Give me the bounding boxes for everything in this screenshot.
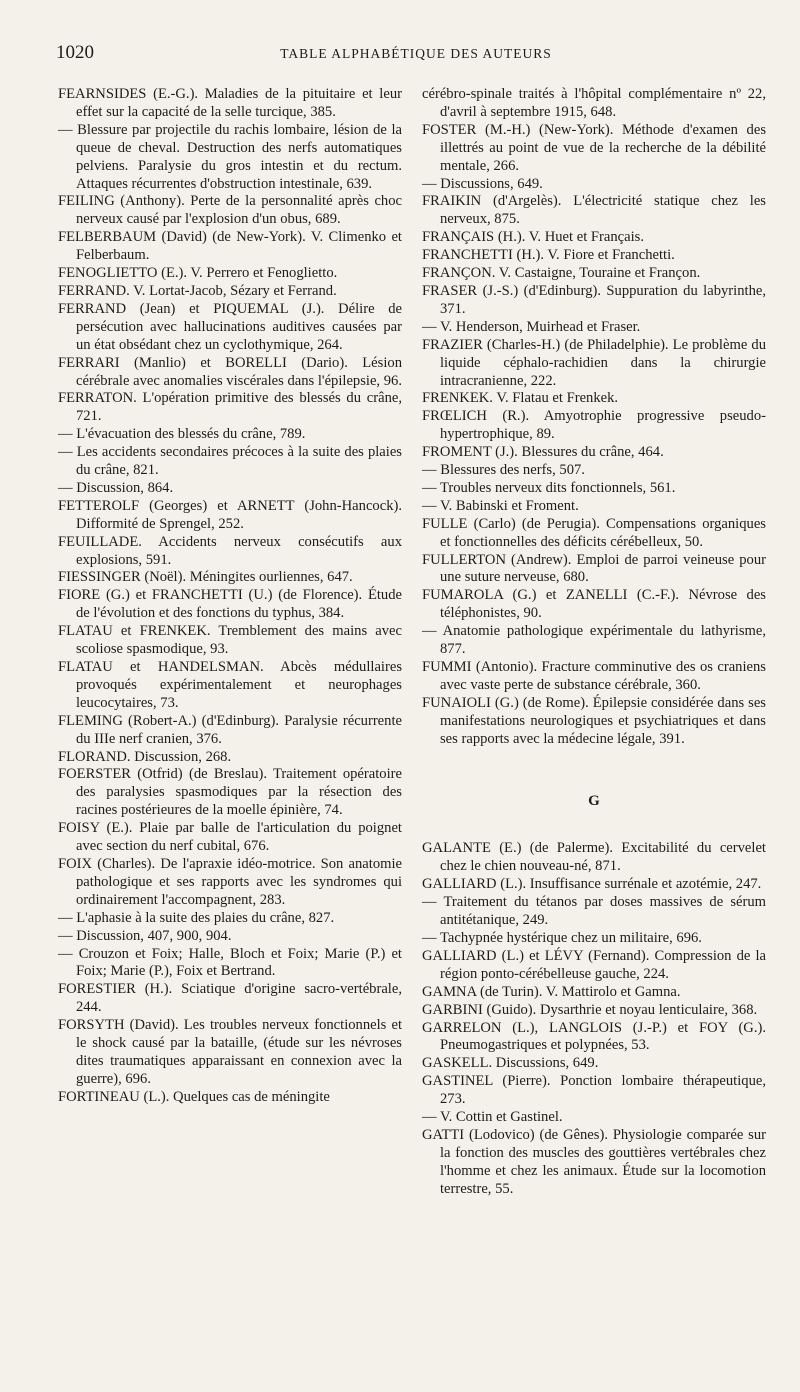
index-entry: — Blessure par projectile du rachis lombaire, lésion de la queue de cheval. Destruction des nerfs automatiques pelviens. Paralysie du gros intestin et du rectum. Attaques récurrentes d'obstruction intestinale, 639. — [58, 121, 402, 192]
index-entry: FRŒLICH (R.). Amyotrophie progressive pseudo-hypertrophique, 89. — [422, 408, 766, 443]
index-entry: FRANCHETTI (H.). V. Fiore et Franchetti. — [422, 247, 675, 264]
index-entry: FULLERTON (Andrew). Emploi de parroi veineuse pour une suture nerveuse, 680. — [422, 551, 766, 586]
index-entry: FOIX (Charles). De l'apraxie idéo-motrice. Son anatomie pathologique et ses rapports avec les syndromes qui ordinairement l'accompagnent, 283. — [58, 855, 402, 908]
index-entry: FUMMI (Antonio). Fracture comminutive des os craniens avec vaste perte de substance cérébrale, 360. — [422, 659, 766, 693]
index-entry: FEILING (Anthony). Perte de la personnalité après choc nerveux causé par l'explosion d'un obus, 689. — [58, 193, 402, 228]
index-entry: — Discussion, 407, 900, 904. — [58, 927, 232, 944]
index-entry: — L'évacuation des blessés du crâne, 789. — [58, 426, 306, 443]
index-entry: FUNAIOLI (G.) (de Rome). Épilepsie considérée dans ses manifestations neurologiques et psychiatriques et dans ses rapports avec la médecine légale, 391. — [422, 694, 766, 747]
running-title: TABLE ALPHABÉTIQUE DES AUTEURS — [280, 46, 552, 61]
index-entry: FLATAU et HANDELSMAN. Abcès médullaires provoqués expérimentalement et neurophages leucocytaires, 73. — [58, 659, 402, 711]
index-entry: — Tachypnée hystérique chez un militaire, 696. — [422, 929, 702, 946]
index-entry: GARRELON (L.), LANGLOIS (J.-P.) et FOY (G.). Pneumogastriques et polypnées, 53. — [422, 1019, 766, 1054]
index-entry: FOSTER (M.-H.) (New-York). Méthode d'examen des illettrés au point de vue de la recherche de la débilité mentale, 266. — [422, 121, 766, 174]
index-entry: FEUILLADE. Accidents nerveux consécutifs aux explosions, 591. — [58, 533, 402, 568]
index-entry: GAMNA (de Turin). V. Mattirolo et Gamna. — [422, 983, 681, 1000]
index-entry: — Blessures des nerfs, 507. — [422, 462, 585, 479]
index-entry: FOISY (E.). Plaie par balle de l'articulation du poignet avec section du nerf cubital, 676. — [58, 820, 402, 855]
index-entry: GASTINEL (Pierre). Ponction lombaire thérapeutique, 273. — [422, 1073, 766, 1108]
index-entry: FERRAND (Jean) et PIQUEMAL (J.). Délire de persécution avec hallucinations auditives causées par un état obsédant chez un cyclothymique, 264. — [58, 300, 402, 353]
index-entry: FRENKEK. V. Flatau et Frenkek. — [422, 390, 619, 407]
index-entry: FLATAU et FRENKEK. Tremblement des mains avec scoliose spasmodique, 93. — [58, 623, 402, 658]
index-entry: FELBERBAUM (David) (de New-York). V. Climenko et Felberbaum. — [58, 229, 402, 264]
index-entry: FERRAND. V. Lortat-Jacob, Sézary et Ferrand. — [58, 282, 337, 299]
right-column — [422, 86, 766, 1199]
index-entry: — V. Henderson, Muirhead et Fraser. — [422, 318, 641, 335]
index-entry: FERRATON. L'opération primitive des blessés du crâne, 721. — [58, 390, 402, 425]
index-entry: FEARNSIDES (E.-G.). Maladies de la pituitaire et leur effet sur la capacité de la selle turcique, 385. — [58, 86, 402, 120]
index-entry: FRANÇON. V. Castaigne, Touraine et Françon. — [422, 265, 701, 282]
index-entry: FLORAND. Discussion, 268. — [58, 748, 232, 765]
index-entry: FORTINEAU (L.). Quelques cas de méningite — [58, 1088, 330, 1105]
index-entry: — Traitement du tétanos par doses massives de sérum antitétanique, 249. — [422, 894, 766, 929]
index-entry: GARBINI (Guido). Dysarthrie et noyau lenticulaire, 368. — [422, 1001, 758, 1018]
index-entry: GALLIARD (L.) et LÉVY (Fernand). Compression de la région ponto-cérébelleuse gauche, 224. — [422, 947, 766, 982]
index-entry: — Anatomie pathologique expérimentale du lathyrisme, 877. — [422, 623, 766, 658]
index-entry: FRAIKIN (d'Argelès). L'électricité statique chez les nerveux, 875. — [422, 193, 766, 228]
index-entry: FRASER (J.-S.) (d'Edinburg). Suppuration du labyrinthe, 371. — [422, 282, 766, 317]
index-entry: FULLE (Carlo) (de Perugia). Compensations organiques et fonctionnelles des déficits cérébelleux, 50. — [422, 515, 766, 550]
index-entry: FUMAROLA (G.) et ZANELLI (C.-F.). Névrose des téléphonistes, 90. — [422, 587, 766, 622]
index-entry: FRAZIER (Charles-H.) (de Philadelphie). Le problème du liquide céphalo-rachidien dans la chirurgie intracranienne, 222. — [422, 336, 766, 389]
index-entry: FOERSTER (Otfrid) (de Breslau). Traitement opératoire des paralysies spasmodiques par la résection des racines postérieures de la moelle épinière, 74. — [58, 766, 402, 819]
index-entry: GASKELL. Discussions, 649. — [422, 1055, 599, 1072]
left-column — [58, 86, 402, 1107]
index-entry: — V. Babinski et Froment. — [422, 497, 579, 514]
index-entry: GALLIARD (L.). Insuffisance surrénale et azotémie, 247. — [422, 876, 762, 893]
index-entry: — Discussion, 864. — [58, 479, 174, 496]
page-number: 1020 — [56, 42, 94, 63]
index-entry: — Troubles nerveux dits fonctionnels, 561. — [422, 479, 676, 496]
index-entry: FIORE (G.) et FRANCHETTI (U.) (de Florence). Étude de l'évolution et des fonctions du typhus, 384. — [58, 587, 402, 622]
index-entry: FETTEROLF (Georges) et ARNETT (John-Hancock). Difformité de Sprengel, 252. — [58, 497, 402, 532]
index-entry: FIESSINGER (Noël). Méningites ourliennes, 647. — [58, 569, 353, 586]
right-column-top — [422, 86, 766, 749]
index-entry: FENOGLIETTO (E.). V. Perrero et Fenoglietto. — [58, 265, 338, 282]
index-entry: FROMENT (J.). Blessures du crâne, 464. — [422, 444, 664, 461]
index-entry: — V. Cottin et Gastinel. — [422, 1109, 563, 1126]
index-entry: FORSYTH (David). Les troubles nerveux fonctionnels et le shock causé par la bataille, (étude sur les névroses dites traumatiques apparaissant en connexion avec la guerre), 696. — [58, 1017, 402, 1087]
right-column-bottom — [422, 840, 766, 1198]
index-entry: — Crouzon et Foix; Halle, Bloch et Foix; Marie (P.) et Foix; Marie (P.), Foix et Bertrand. — [58, 945, 402, 980]
index-entry: — Discussions, 649. — [422, 175, 543, 192]
index-entry: cérébro-spinale traités à l'hôpital complémentaire nº 22, d'avril à septembre 1915, 648. — [422, 86, 766, 120]
index-entry: — L'aphasie à la suite des plaies du crâne, 827. — [58, 909, 335, 926]
index-entry: FRANÇAIS (H.). V. Huet et Français. — [422, 229, 645, 246]
index-entry: — Les accidents secondaires précoces à la suite des plaies du crâne, 821. — [58, 444, 402, 479]
index-entry: GALANTE (E.) (de Palerme). Excitabilité du cervelet chez le chien nouveau-né, 871. — [422, 840, 766, 875]
index-entry: FORESTIER (H.). Sciatique d'origine sacro-vertébrale, 244. — [58, 981, 402, 1016]
section-letter: G — [588, 792, 600, 809]
page-header — [56, 42, 776, 68]
index-entry: FERRARI (Manlio) et BORELLI (Dario). Lésion cérébrale avec anomalies viscérales dans l'épilepsie, 96. — [58, 354, 402, 389]
index-entry: FLEMING (Robert-A.) (d'Edinburg). Paralysie récurrente du IIIe nerf cranien, 376. — [58, 712, 402, 747]
index-entry: GATTI (Lodovico) (de Gênes). Physiologie comparée sur la fonction des muscles des gouttières vertébrales chez l'homme et chez les animaux. Étude sur la locomotion terrestre, 55. — [422, 1126, 766, 1197]
